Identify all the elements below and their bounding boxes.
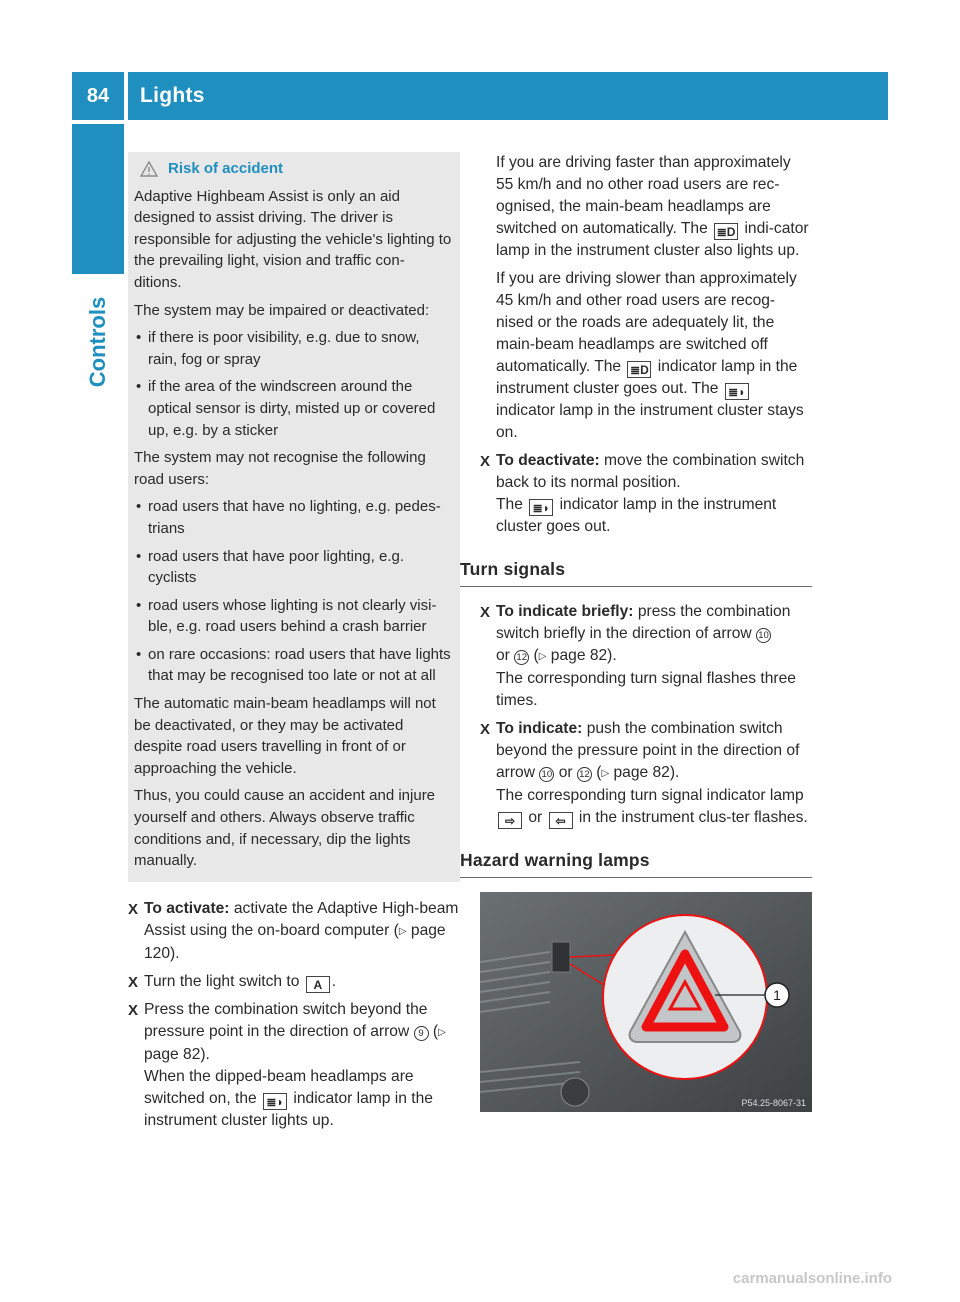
warning-paragraph: The automatic main-beam headlamps will not be deactivated, or they may be activated despite road users travelling in front of or approaching the vehicle. bbox=[134, 695, 436, 777]
page-ref-icon: ▷ bbox=[438, 1026, 446, 1038]
step-arrow-icon: X bbox=[480, 604, 491, 621]
section-heading-hazard: Hazard warning lamps bbox=[460, 849, 812, 878]
step-arrow-icon: X bbox=[480, 721, 491, 738]
warning-paragraph: The system may be impaired or deactivated: bbox=[134, 301, 430, 319]
arrow-number-icon: 12 bbox=[577, 767, 592, 782]
photo-code: P54.25-8067-31 bbox=[741, 1098, 806, 1108]
footer-watermark: carmanualsonline.info bbox=[732, 1270, 892, 1287]
right-column bbox=[460, 152, 812, 1112]
right-intro: If you are driving faster than approximately 55 km/h and no other road users are rec-ognised, the main-beam headlamps are switched on automatically. The ≣D indi-cator lamp in the instrument cluster also lights up. If you are driving slower than approximately 45 km/h and other road users are recog-nised or the roads are adequately lit, the main-beam headlamps are switched off automatically. The ≣D indicator lamp in the instrument cluster goes out. The ≣◗ indicator lamp in the instrument cluster stays on. bbox=[496, 154, 809, 441]
warning-triangle-icon bbox=[140, 161, 158, 177]
step-arrow-icon: X bbox=[480, 453, 491, 470]
highbeam-assist-icon: ≣◗ bbox=[529, 499, 553, 516]
step-arrow-icon: X bbox=[128, 900, 139, 918]
warning-paragraph: Adaptive Highbeam Assist is only an aid designed to assist driving. The driver is responsible for adjusting the vehicle's lighting to the prevailing light, vision and traffic con-ditions. bbox=[134, 187, 452, 291]
page-ref-icon: ▷ bbox=[538, 651, 547, 662]
step-press-switch: X Press the combination switch beyond the pressure point in the direction of arrow 9 (▷ page 82). When the dipped-beam headlamps are switched on, the ≣◗ indicator lamp in the instrument cluster lights up. bbox=[128, 1000, 446, 1129]
page-number: 84 bbox=[86, 84, 110, 107]
step-arrow-icon: X bbox=[128, 1001, 139, 1019]
arrow-number-icon: 10 bbox=[539, 767, 554, 782]
step-activate: X To activate: activate the Adaptive High-beam Assist using the on-board computer (▷ page 120). bbox=[128, 899, 459, 962]
arrow-number-icon: 12 bbox=[514, 650, 529, 665]
hazard-switch-photo bbox=[480, 892, 812, 1112]
hazard-photo-illustration bbox=[480, 892, 812, 1112]
highbeam-assist-icon: ≣◗ bbox=[725, 383, 749, 400]
warning-paragraph: The system may not recognise the following road users: bbox=[134, 449, 426, 488]
arrow-number-icon: 9 bbox=[414, 1026, 429, 1041]
step-light-switch: X Turn the light switch to A . bbox=[128, 972, 337, 992]
left-column bbox=[116, 152, 460, 1138]
sidebar-label: Controls bbox=[85, 296, 110, 388]
header-divider bbox=[124, 72, 128, 120]
arrow-number-icon: 10 bbox=[756, 628, 771, 643]
turn-signal-left-icon: ⇦ bbox=[549, 812, 573, 829]
list-item: • if the area of the windscreen around the optical sensor is dirty, misted up or covered up, e.g. by a sticker bbox=[134, 376, 452, 441]
warning-box bbox=[128, 152, 460, 882]
main-beam-icon: ≣D bbox=[627, 361, 651, 378]
section-heading-turn-signals: Turn signals bbox=[460, 558, 812, 587]
warning-title: Risk of accident bbox=[134, 158, 452, 180]
step-deactivate: X To deactivate: move the combination switch back to its normal position. The ≣◗ indicator lamp in the instrument cluster goes out. bbox=[480, 452, 805, 535]
light-switch-auto-icon: A bbox=[306, 976, 330, 993]
main-beam-icon: ≣D bbox=[714, 223, 738, 240]
list-item: • if there is poor visibility, e.g. due to snow, rain, fog or spray bbox=[134, 327, 452, 370]
warning-paragraph: Thus, you could cause an accident and injure yourself and others. Always observe traffic conditions and, if necessary, dip the lights manually. bbox=[134, 787, 436, 870]
turn-signal-right-icon: ⇨ bbox=[498, 812, 522, 829]
callout-number: 1 bbox=[773, 987, 781, 1003]
page-ref-icon: ▷ bbox=[601, 768, 610, 779]
list-item: • road users that have no lighting, e.g. pedes-trians bbox=[134, 496, 452, 539]
step-arrow-icon: X bbox=[128, 973, 139, 991]
page-ref-icon: ▷ bbox=[398, 925, 407, 937]
step-indicate-briefly: X To indicate briefly: press the combination switch briefly in the direction of arrow 10 or 12 (▷ page 82). The corresponding turn signal flashes three times. bbox=[480, 603, 796, 709]
page-title: Lights bbox=[140, 84, 205, 107]
highbeam-assist-icon: ≣◗ bbox=[263, 1093, 287, 1110]
list-item: • road users whose lighting is not clearly visi-ble, e.g. road users behind a crash barrier bbox=[134, 595, 452, 638]
step-indicate: X To indicate: push the combination switch beyond the pressure point in the direction of arrow 10 or 12 (▷ page 82). The corresponding turn signal indicator lamp ⇨ or ⇦ in the instrument clus-ter flashes. bbox=[480, 720, 808, 828]
list-item: • on rare occasions: road users that have lights that may be recognised too late or not at all bbox=[134, 644, 452, 687]
list-item: • road users that have poor lighting, e.g. cyclists bbox=[134, 546, 452, 589]
